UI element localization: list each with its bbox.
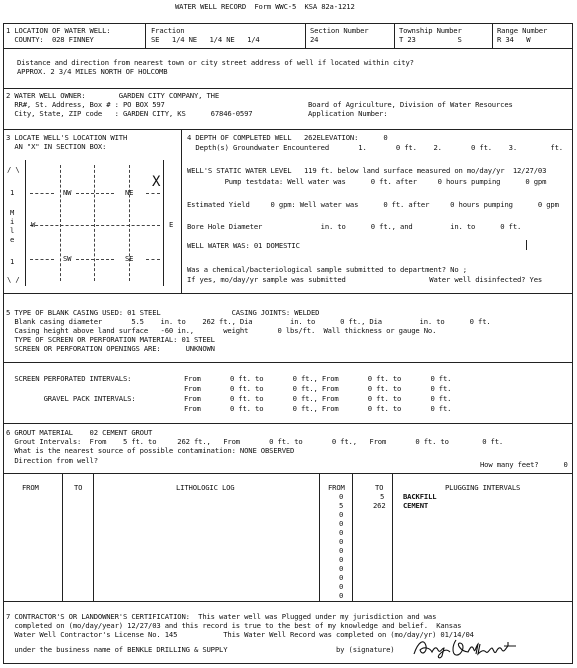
locate-label: 3 LOCATE WELL'S LOCATION WITH <box>6 133 128 142</box>
gravel-pack-label: GRAVEL PACK INTERVALS: <box>6 394 136 403</box>
owner-city: City, State, ZIP code : GARDEN CITY, KS 67846-0597 <box>6 109 253 118</box>
interval-row: From 0 ft. to 0 ft., From 0 ft. to 0 ft. <box>184 404 452 413</box>
log-header-to-2: TO <box>375 483 384 492</box>
direction-question: Distance and direction from nearest town or city street address of well if located within city? <box>17 58 414 67</box>
col-divider <box>93 473 94 601</box>
screen-perforated-label: SCREEN PERFORATED INTERVALS: <box>6 374 132 383</box>
sample-date-disinfected: If yes, mo/day/yr sample was submitted Water well disinfected? Yes <box>187 275 543 284</box>
mile-i: i <box>10 217 15 226</box>
log-from-cell: 0 <box>339 564 344 573</box>
mile-e: e <box>10 235 15 244</box>
rule <box>3 48 572 49</box>
log-from-cell: 0 <box>339 510 344 519</box>
log-from-cell: 0 <box>339 582 344 591</box>
fraction-value: SE 1/4 NE 1/4 NE 1/4 <box>151 35 260 44</box>
interval-row: From 0 ft. to 0 ft., From 0 ft. to 0 ft. <box>184 384 452 393</box>
divider <box>305 23 306 48</box>
log-from-cell: 0 <box>339 546 344 555</box>
interval-row: From 0 ft. to 0 ft., From 0 ft. to 0 ft. <box>184 394 452 403</box>
mile-l: l <box>10 226 15 235</box>
contamination-source: What is the nearest source of possible contamination: NONE OBSERVED <box>6 446 295 455</box>
col-divider <box>319 473 320 601</box>
quarter-divider <box>30 193 54 194</box>
grout-intervals: Grout Intervals: From 5 ft. to 262 ft., From 0 ft. to 0 ft., From 0 ft. to 0 ft. <box>6 437 504 446</box>
locate-label-2: AN "X" IN SECTION BOX: <box>6 142 107 151</box>
col-divider <box>352 473 353 601</box>
range-label: Range Number <box>497 26 548 35</box>
border-left <box>3 23 4 663</box>
rule <box>3 423 572 424</box>
owner: 2 WATER WELL OWNER: GARDEN CITY COMPANY, THE <box>6 91 220 100</box>
location-label: 1 LOCATION OF WATER WELL: <box>6 26 111 35</box>
casing-type: 5 TYPE OF BLANK CASING USED: 01 STEEL CASING JOINTS: WELDED <box>6 308 320 317</box>
direction-east: E <box>169 220 174 229</box>
quarter-divider <box>129 165 130 281</box>
range-value: R 34 W <box>497 35 531 44</box>
rule <box>3 362 572 363</box>
screen-openings: SCREEN OR PERFORATION OPENINGS ARE: UNKNOWN <box>6 344 215 353</box>
divider <box>181 129 182 293</box>
depth-completed: 4 DEPTH OF COMPLETED WELL 262ELEVATION: 0 <box>187 133 388 142</box>
quarter-divider <box>30 259 54 260</box>
plugging-material: CEMENT <box>403 501 429 510</box>
log-from-cell: 0 <box>339 555 344 564</box>
divider <box>394 23 395 48</box>
log-header-from-2: FROM <box>328 483 345 492</box>
log-from-cell: 5 <box>339 501 344 510</box>
log-to-cell: 5 <box>380 492 385 501</box>
quarter-sw: SW <box>63 254 72 263</box>
log-from-cell: 0 <box>339 519 344 528</box>
log-header-lithologic: LITHOLOGIC LOG <box>176 483 235 492</box>
blank-casing-diameter: Blank casing diameter 5.5 in. to 262 ft., Dia in. to 0 ft., Dia in. to 0 ft. <box>6 317 491 326</box>
county: COUNTY: 028 FINNEY <box>6 35 94 44</box>
log-from-cell: 0 <box>339 573 344 582</box>
mile-m: M <box>10 208 15 217</box>
rule <box>3 473 572 474</box>
sample-submitted: Was a chemical/bacteriological sample submitted to department? No ; <box>187 265 467 274</box>
quarter-se: SE <box>125 254 134 263</box>
township-value: T 23 S <box>399 35 462 44</box>
section-divider-vertical <box>94 165 95 281</box>
quarter-divider <box>76 259 114 260</box>
casing-height: Casing height above land surface -60 in., weight 0 lbs/ft. Wall thickness or gauge No. <box>6 326 437 335</box>
certification-line-3: Water Well Contractor's License No. 145 This Water Well Record was completed on (mo/day/yr) 01/14/04 <box>6 630 474 639</box>
log-header-from: FROM <box>22 483 39 492</box>
log-header-to: TO <box>74 483 83 492</box>
log-from-cell: 0 <box>339 528 344 537</box>
divider <box>145 23 146 48</box>
section-divider-horizontal <box>30 225 160 226</box>
certification-line-4: under the business name of BENKLE DRILLING & SUPPLY by (signature) <box>6 645 395 654</box>
divider <box>492 23 493 48</box>
section-label: Section Number <box>310 26 369 35</box>
well-location-x-mark: X <box>152 174 161 190</box>
quarter-divider <box>146 193 160 194</box>
border-top <box>3 23 572 24</box>
tick <box>526 240 527 250</box>
quarter-ne: NE <box>125 188 134 197</box>
groundwater-depths: Depth(s) Groundwater Encountered 1. 0 ft. 2. 0 ft. 3. ft. <box>187 143 563 152</box>
direction-west: W <box>31 220 36 229</box>
certification-line-2: completed on (mo/day/year) 12/27/03 and this record is true to the best of my knowledge and belief. Kansas <box>6 621 462 630</box>
border-right <box>572 23 573 663</box>
direction-answer: APPROX. 2 3/4 MILES NORTH OF HOLCOMB <box>17 67 168 76</box>
fraction-label: Fraction <box>151 26 185 35</box>
certification-line-1: 7 CONTRACTOR'S OR LANDOWNER'S CERTIFICATION: This water well was Plugged under my jurisdiction and was <box>6 612 437 621</box>
pump-test-data: Pump testdata: Well water was 0 ft. after 0 hours pumping 0 gpm <box>187 177 547 186</box>
log-header-plugging: PLUGGING INTERVALS <box>445 483 521 492</box>
form-title: WATER WELL RECORD Form WWC-5 KSA 82a-1212 <box>175 2 355 11</box>
log-to-cell: 262 <box>373 501 386 510</box>
col-divider <box>62 473 63 601</box>
quarter-divider <box>76 193 114 194</box>
rule <box>3 88 572 89</box>
rule <box>3 601 572 602</box>
mile-one-bottom: 1 <box>10 257 15 266</box>
log-from-cell: 0 <box>339 492 344 501</box>
border-bottom <box>3 663 573 664</box>
rule <box>3 129 572 130</box>
section-box-right <box>163 160 164 286</box>
mile-arrow-top: / \ <box>7 165 20 174</box>
screen-material: TYPE OF SCREEN OR PERFORATION MATERIAL: 01 STEEL <box>6 335 215 344</box>
board-label: Board of Agriculture, Division of Water Resources <box>308 100 513 109</box>
bore-hole-diameter: Bore Hole Diameter in. to 0 ft., and in. to 0 ft. <box>187 222 522 231</box>
section-value: 24 <box>310 35 319 44</box>
grout-material: 6 GROUT MATERIAL 02 CEMENT GROUT <box>6 428 153 437</box>
contractor-signature <box>412 636 522 660</box>
application-number: Application Number: <box>308 109 388 118</box>
mile-one-top: 1 <box>10 188 15 197</box>
estimated-yield: Estimated Yield 0 gpm: Well water was 0 ft. after 0 hours pumping 0 gpm <box>187 200 559 209</box>
plugging-material: BACKFILL <box>403 492 437 501</box>
log-from-cell: 0 <box>339 537 344 546</box>
log-from-cell: 0 <box>339 591 344 600</box>
quarter-nw: NW <box>63 188 72 197</box>
direction-from-well: Direction from well? <box>6 456 98 465</box>
mile-arrow-bottom: \ / <box>7 275 20 284</box>
rule <box>3 293 572 294</box>
quarter-divider <box>146 259 160 260</box>
section-box-left <box>25 160 26 286</box>
how-many-feet: How many feet? 0 <box>480 460 568 469</box>
interval-row: From 0 ft. to 0 ft., From 0 ft. to 0 ft. <box>184 374 452 383</box>
well-water-use: WELL WATER WAS: 01 DOMESTIC <box>187 241 300 250</box>
col-divider <box>392 473 393 601</box>
owner-address: RR#, St. Address, Box # : PO BOX 597 <box>6 100 165 109</box>
quarter-divider <box>60 165 61 281</box>
township-label: Township Number <box>399 26 462 35</box>
static-water-level: WELL'S STATIC WATER LEVEL 119 ft. below land surface measured on mo/day/yr 12/27/03 <box>187 166 547 175</box>
